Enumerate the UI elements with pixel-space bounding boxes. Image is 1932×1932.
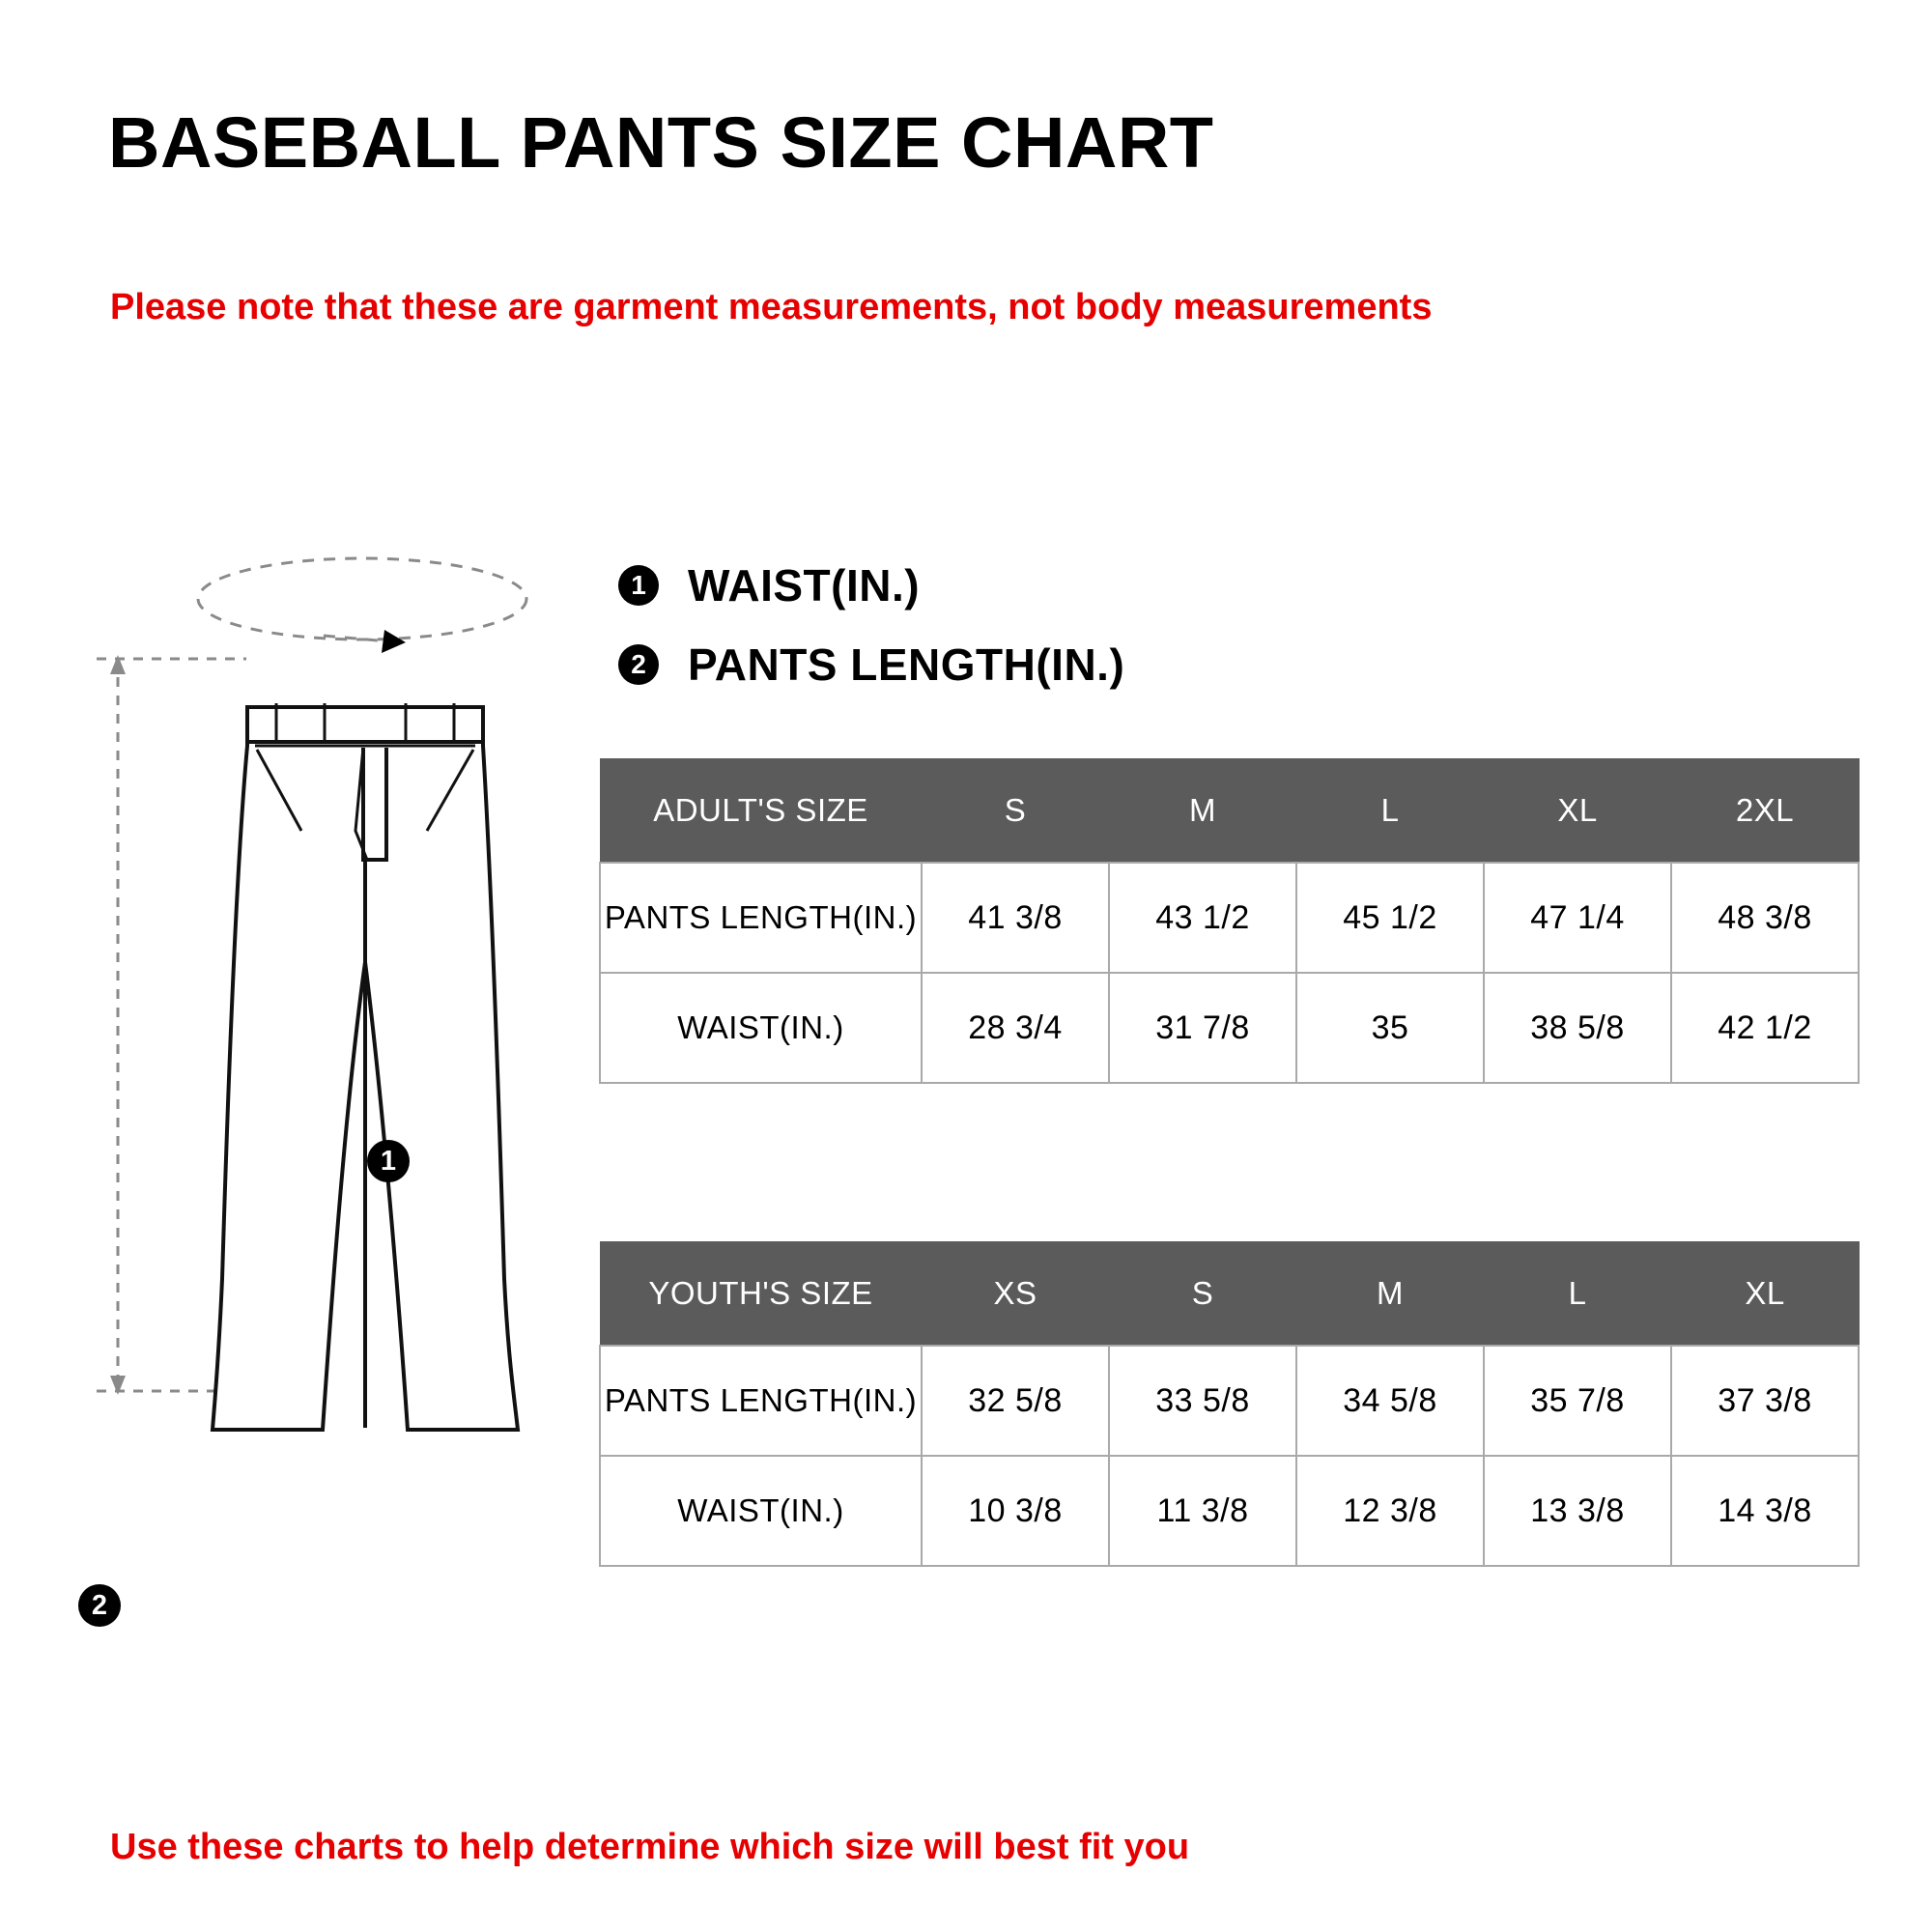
youth-waist-m: 12 3/8	[1296, 1456, 1484, 1566]
youth-size-header: YOUTH'S SIZE	[600, 1242, 922, 1347]
fly-icon	[363, 748, 386, 860]
youth-pants-length-xs: 32 5/8	[922, 1346, 1109, 1456]
adult-pants-length-m: 43 1/2	[1109, 863, 1296, 973]
dashed-ellipse-waist-icon	[198, 558, 526, 639]
table-row	[600, 1346, 1859, 1456]
youth-row-label-pants-length: PANTS LENGTH(IN.)	[600, 1346, 922, 1456]
adult-col-xl: XL	[1484, 759, 1671, 864]
adult-col-s: S	[922, 759, 1109, 864]
adult-waist-m: 31 7/8	[1109, 973, 1296, 1083]
adult-waist-xl: 38 5/8	[1484, 973, 1671, 1083]
table-row	[600, 973, 1859, 1083]
page-title: BASEBALL PANTS SIZE CHART	[108, 102, 1214, 183]
adult-col-l: L	[1296, 759, 1484, 864]
adult-pants-length-s: 41 3/8	[922, 863, 1109, 973]
marker-2-icon: 2	[618, 644, 659, 685]
youth-waist-xs: 10 3/8	[922, 1456, 1109, 1566]
youth-waist-l: 13 3/8	[1484, 1456, 1671, 1566]
youth-waist-xl: 14 3/8	[1671, 1456, 1859, 1566]
youth-pants-length-s: 33 5/8	[1109, 1346, 1296, 1456]
youth-waist-s: 11 3/8	[1109, 1456, 1296, 1566]
adult-row-label-waist: WAIST(IN.)	[600, 973, 922, 1083]
legend	[618, 546, 1124, 704]
table-header-row	[600, 1242, 1859, 1347]
youth-col-xs: XS	[922, 1242, 1109, 1347]
adult-row-label-pants-length: PANTS LENGTH(IN.)	[600, 863, 922, 973]
adult-col-m: M	[1109, 759, 1296, 864]
youth-col-m: M	[1296, 1242, 1484, 1347]
adult-waist-l: 35	[1296, 973, 1484, 1083]
table-row	[600, 863, 1859, 973]
adult-col-2xl: 2XL	[1671, 759, 1859, 864]
adult-size-table	[599, 758, 1860, 1084]
youth-pants-length-m: 34 5/8	[1296, 1346, 1484, 1456]
youth-pants-length-l: 35 7/8	[1484, 1346, 1671, 1456]
table-header-row	[600, 759, 1859, 864]
adult-waist-s: 28 3/4	[922, 973, 1109, 1083]
adult-pants-length-xl: 47 1/4	[1484, 863, 1671, 973]
pants-illustration	[77, 541, 580, 1652]
legend-item-pants-length	[618, 625, 1124, 704]
legend-item-waist-label: WAIST(IN.)	[688, 560, 921, 611]
youth-pants-length-xl: 37 3/8	[1671, 1346, 1859, 1456]
adult-size-header: ADULT'S SIZE	[600, 759, 922, 864]
diagram-marker-waist: 1	[367, 1140, 410, 1182]
diagram-marker-length: 2	[78, 1584, 121, 1627]
adult-waist-2xl: 42 1/2	[1671, 973, 1859, 1083]
garment-measurement-note: Please note that these are garment measurements, not body measurements	[110, 287, 1433, 327]
adult-pants-length-2xl: 48 3/8	[1671, 863, 1859, 973]
youth-row-label-waist: WAIST(IN.)	[600, 1456, 922, 1566]
marker-1-icon: 1	[618, 565, 659, 606]
youth-col-xl: XL	[1671, 1242, 1859, 1347]
youth-col-l: L	[1484, 1242, 1671, 1347]
size-advice-note: Use these charts to help determine which size will best fit you	[110, 1827, 1190, 1867]
legend-item-waist	[618, 546, 1124, 625]
waistband-icon	[247, 707, 483, 742]
adult-pants-length-l: 45 1/2	[1296, 863, 1484, 973]
table-row	[600, 1456, 1859, 1566]
youth-col-s: S	[1109, 1242, 1296, 1347]
legend-item-pants-length-label: PANTS LENGTH(IN.)	[688, 639, 1125, 690]
pants-diagram-svg	[77, 541, 580, 1652]
youth-size-table	[599, 1241, 1860, 1567]
